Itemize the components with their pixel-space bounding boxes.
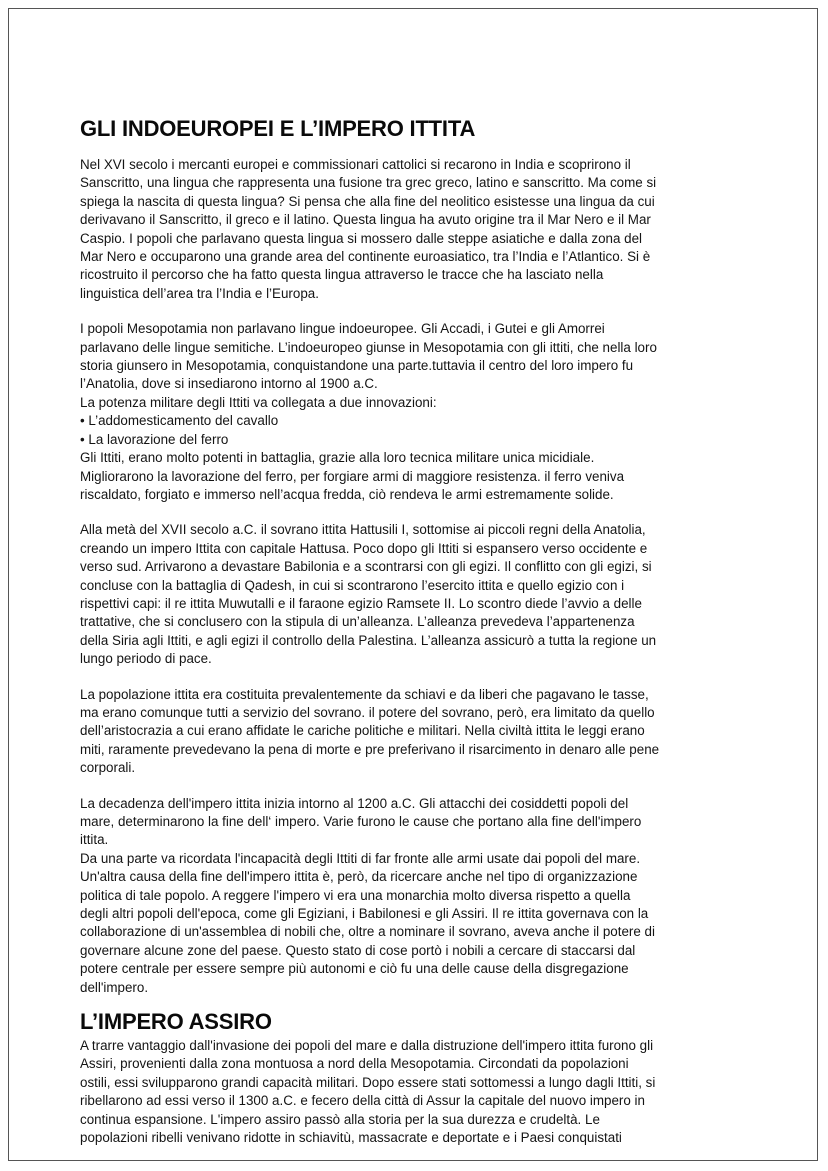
text-line: A trarre vantaggio dall'invasione dei popoli del mare e dalla distruzione dell'impero ittita furono gli <box>80 1038 654 1054</box>
section-indoeuropei <box>80 156 760 997</box>
text-line: • L’addomesticamento del cavallo <box>80 413 279 429</box>
text-line: linguistica dell’area tra l’India e l’Europa. <box>80 285 319 301</box>
document-body <box>80 114 760 1148</box>
text-line: collaborazione di un'assemblea di nobili che, oltre a nominare il sovrano, aveva anche il potere di <box>80 924 655 940</box>
paragraph <box>80 320 760 504</box>
text-line: derivavano il Sanscritto, il greco e il latino. Questa lingua ha avuto origine tra il Mar Nero e il Mar <box>80 212 651 228</box>
heading-impero-assiro: L’IMPERO ASSIRO <box>80 1009 272 1035</box>
text-line: creando un impero Ittita con capitale Hattusa. Poco dopo gli Ittiti si espansero verso occidente e <box>80 540 648 556</box>
text-line: degli altri popoli dell'epoca, come gli Egiziani, i Babilonesi e gli Assiri. Il re ittita governava con la <box>80 906 649 922</box>
paragraph <box>80 521 760 668</box>
text-line: ostili, essi svilupparono grandi capacità militari. Dopo essere stati sottomessi a lungo dagli Ittiti, si <box>80 1074 656 1090</box>
text-line: concluse con la battaglia di Qadesh, in cui si scontrarono l’esercito ittita e quello egizio con i <box>80 577 625 593</box>
text-line: Un'altra causa della fine dell'impero ittita è, però, da ricercare anche nel tipo di organizzazione <box>80 869 638 885</box>
text-line: potere centrale per essere sempre più autonomi e ciò fu una delle cause della disgregazione <box>80 961 629 977</box>
text-line: corporali. <box>80 760 136 776</box>
text-line: l’Anatolia, dove si insediarono intorno al 1900 a.C. <box>80 376 378 392</box>
text-line: parlavano delle lingue semitiche. L’indoeuropeo giunse in Mesopotamia con gli ittiti, che nella loro <box>80 339 657 355</box>
text-line: ricostruito il percorso che ha fatto questa lingua attraverso le tracce che ha lasciato nella <box>80 267 604 283</box>
text-line: politica di tale popolo. A reggere l'impero vi era una monarchia molto diversa rispetto a quella <box>80 887 631 903</box>
text-line: La potenza militare degli Ittiti va collegata a due innovazioni: <box>80 394 437 410</box>
text-line: Da una parte va ricordata l'incapacità degli Ittiti di far fronte alle armi usate dai popoli del mare. <box>80 850 641 866</box>
text-line: Gli Ittiti, erano molto potenti in battaglia, grazie alla loro tecnica militare unica micidiale. <box>80 450 595 466</box>
text-line: dell'impero. <box>80 979 149 995</box>
text-line: Migliorarono la lavorazione del ferro, per forgiare armi di maggiore resistenza. il ferro veniva <box>80 468 625 484</box>
text-line: ma erano comunque tutti a servizio del sovrano. il potere del sovrano, però, era limitato da quello <box>80 704 655 720</box>
text-line: lungo periodo di pace. <box>80 651 212 667</box>
text-line: Alla metà del XVII secolo a.C. il sovrano ittita Hattusili I, sottomise ai piccoli regni della Anatolia, <box>80 522 646 538</box>
text-line: della Siria agli Ittiti, e agli egizi il controllo della Palestina. L’alleanza assicurò a tutta la regione un <box>80 632 657 648</box>
paragraph <box>80 156 760 303</box>
text-line: dell’aristocrazia a cui erano affidate le cariche politiche e militari. Nella civiltà ittita le leggi erano <box>80 723 645 739</box>
section-impero-assiro <box>80 1037 760 1147</box>
paragraph <box>80 795 760 997</box>
text-line: Assiri, provenienti dalla zona montuosa a nord della Mesopotamia. Circondati da popolazioni <box>80 1056 629 1072</box>
text-line: Mar Nero e occuparono una grande area del continente euroasiatico, tra l’India e l’Atlantico. Si è <box>80 249 651 265</box>
heading-indoeuropei: GLI INDOEUROPEI E L’IMPERO ITTITA <box>80 116 476 141</box>
text-line: Caspio. I popoli che parlavano questa lingua si mossero dalle steppe asiatiche e dalla zona del <box>80 230 643 246</box>
text-line: storia giunsero in Mesopotamia, conquistandone una parte.tuttavia il centro del loro impero fu <box>80 358 634 374</box>
text-line: rispettivi capi: il re ittita Muwutalli e il faraone egizio Ramsete II. Lo scontro diede l’avvio a delle <box>80 595 642 611</box>
text-line: trattative, che si conclusero con la stipula di un’alleanza. L’alleanza prevedeva l’appartenenza <box>80 614 635 630</box>
text-line: riscaldato, forgiato e immerso nell’acqua fredda, ciò rendeva le armi estremamente solide. <box>80 486 614 502</box>
text-line: La popolazione ittita era costituita prevalentemente da schiavi e da liberi che pagavano le tasse, <box>80 686 649 702</box>
text-line: I popoli Mesopotamia non parlavano lingue indoeuropee. Gli Accadi, i Gutei e gli Amorrei <box>80 321 605 337</box>
text-line: continua espansione. L'impero assiro passò alla storia per la sua durezza e crudeltà. Le <box>80 1111 600 1127</box>
paragraph <box>80 686 760 778</box>
text-line: Sanscritto, una lingua che rappresenta una fusione tra grec greco, latino e sanscritto. Ma come si <box>80 175 657 191</box>
text-line: • La lavorazione del ferro <box>80 431 229 447</box>
text-line: governare alcune zone del paese. Questo stato di cose portò i nobili a cercare di staccarsi dal <box>80 942 636 958</box>
text-line: ribellarono ad essi verso il 1300 a.C. e fecero della città di Assur la capitale del nuovo impero in <box>80 1093 645 1109</box>
text-line: ittita. <box>80 832 109 848</box>
text-line: spiega la nascita di questa lingua? Si pensa che alla fine del neolitico esistesse una lingua da cui <box>80 193 655 209</box>
text-line: La decadenza dell'impero ittita inizia intorno al 1200 a.C. Gli attacchi dei cosiddetti popoli del <box>80 795 629 811</box>
text-line: Nel XVI secolo i mercanti europei e commissionari cattolici si recarono in India e scoprirono il <box>80 157 631 172</box>
text-line: mare, determinarono la fine dell‘ impero. Varie furono le cause che portano alla fine dell'impero <box>80 814 642 829</box>
text-line: verso sud. Arrivarono a devastare Babilonia e a scontrarsi con gli egizi. Il conflitto con gli egizi, si <box>80 559 652 575</box>
text-line: popolazioni ribelli venivano ridotte in schiavitù, massacrate e deportate e i Paesi conquistati <box>80 1130 622 1146</box>
text-line: miti, raramente prevedevano la pena di morte e pre preferivano il risarcimento in denaro alle pene <box>80 741 660 757</box>
